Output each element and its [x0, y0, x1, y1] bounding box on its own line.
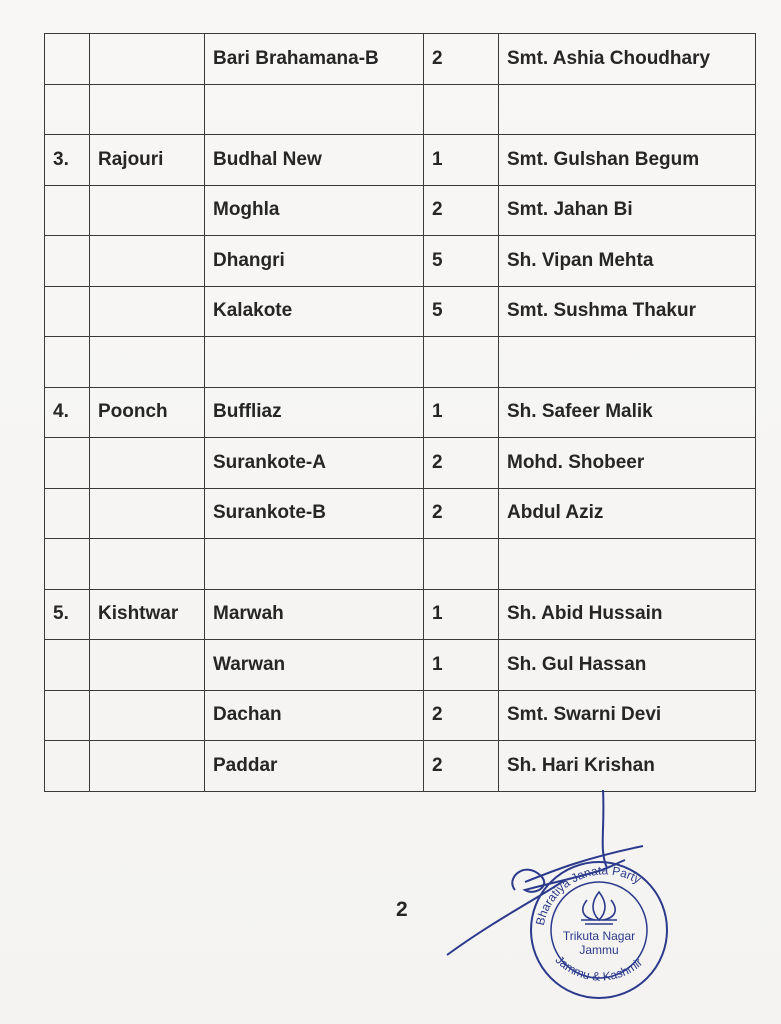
- serial-cell: 5.: [45, 589, 90, 640]
- table-row: [45, 84, 756, 135]
- table-row: [45, 690, 756, 741]
- count-cell: [424, 84, 499, 135]
- constituency-cell: Paddar: [205, 741, 424, 792]
- name-cell: [499, 84, 756, 135]
- count-cell: 1: [424, 387, 499, 438]
- seal-line-1: Trikuta Nagar: [562, 929, 636, 943]
- constituency-cell: Surankote-A: [205, 438, 424, 489]
- count-cell: 5: [424, 286, 499, 337]
- table-row: [45, 236, 756, 287]
- name-cell: Smt. Gulshan Begum: [499, 135, 756, 186]
- district-cell: [90, 286, 205, 337]
- constituency-table: [44, 33, 756, 792]
- constituency-cell: Moghla: [205, 185, 424, 236]
- constituency-cell: Kalakote: [205, 286, 424, 337]
- constituency-cell: [205, 84, 424, 135]
- serial-cell: 4.: [45, 387, 90, 438]
- name-cell: Abdul Aziz: [499, 488, 756, 539]
- count-cell: 2: [424, 690, 499, 741]
- serial-cell: [45, 236, 90, 287]
- serial-cell: [45, 640, 90, 691]
- constituency-cell: Buffliaz: [205, 387, 424, 438]
- name-cell: Smt. Swarni Devi: [499, 690, 756, 741]
- name-cell: Mohd. Shobeer: [499, 438, 756, 489]
- count-cell: [424, 337, 499, 388]
- table-row: [45, 488, 756, 539]
- page-number: 2: [396, 898, 408, 921]
- count-cell: 1: [424, 589, 499, 640]
- count-cell: 2: [424, 488, 499, 539]
- name-cell: [499, 539, 756, 590]
- count-cell: 2: [424, 34, 499, 85]
- table-row: [45, 34, 756, 85]
- serial-cell: 3.: [45, 135, 90, 186]
- serial-cell: [45, 438, 90, 489]
- name-cell: Smt. Sushma Thakur: [499, 286, 756, 337]
- district-cell: Rajouri: [90, 135, 205, 186]
- table-row: [45, 539, 756, 590]
- serial-cell: [45, 84, 90, 135]
- serial-cell: [45, 34, 90, 85]
- district-cell: [90, 84, 205, 135]
- name-cell: Sh. Abid Hussain: [499, 589, 756, 640]
- name-cell: Sh. Hari Krishan: [499, 741, 756, 792]
- serial-cell: [45, 690, 90, 741]
- count-cell: [424, 539, 499, 590]
- table-row: [45, 741, 756, 792]
- seal-arc-bottom-text: Jammu & Kashmir: [552, 952, 646, 984]
- count-cell: 1: [424, 135, 499, 186]
- seal-arc-top-text: Bharatiya Janata Party: [532, 863, 644, 927]
- seal-line-2: Jammu: [579, 943, 619, 957]
- count-cell: 5: [424, 236, 499, 287]
- district-cell: [90, 185, 205, 236]
- table-row: [45, 589, 756, 640]
- table-row: [45, 286, 756, 337]
- serial-cell: [45, 286, 90, 337]
- name-cell: Sh. Safeer Malik: [499, 387, 756, 438]
- name-cell: Smt. Ashia Choudhary: [499, 34, 756, 85]
- name-cell: [499, 337, 756, 388]
- constituency-cell: Dachan: [205, 690, 424, 741]
- name-cell: Smt. Jahan Bi: [499, 185, 756, 236]
- district-cell: [90, 539, 205, 590]
- name-cell: Sh. Gul Hassan: [499, 640, 756, 691]
- serial-cell: [45, 539, 90, 590]
- table-row: [45, 337, 756, 388]
- district-cell: [90, 488, 205, 539]
- constituency-cell: Dhangri: [205, 236, 424, 287]
- serial-cell: [45, 741, 90, 792]
- serial-cell: [45, 337, 90, 388]
- table-row: [45, 185, 756, 236]
- serial-cell: [45, 488, 90, 539]
- constituency-cell: Budhal New: [205, 135, 424, 186]
- constituency-cell: [205, 539, 424, 590]
- table-row: [45, 640, 756, 691]
- district-cell: [90, 690, 205, 741]
- district-cell: [90, 438, 205, 489]
- constituency-cell: Marwah: [205, 589, 424, 640]
- constituency-cell: [205, 337, 424, 388]
- constituency-cell: Bari Brahamana-B: [205, 34, 424, 85]
- district-cell: [90, 337, 205, 388]
- count-cell: 2: [424, 741, 499, 792]
- district-cell: [90, 34, 205, 85]
- count-cell: 2: [424, 438, 499, 489]
- district-cell: [90, 236, 205, 287]
- constituency-cell: Warwan: [205, 640, 424, 691]
- district-cell: [90, 640, 205, 691]
- district-cell: Poonch: [90, 387, 205, 438]
- serial-cell: [45, 185, 90, 236]
- table-row: [45, 135, 756, 186]
- table-row: [45, 387, 756, 438]
- count-cell: 2: [424, 185, 499, 236]
- constituency-cell: Surankote-B: [205, 488, 424, 539]
- table-row: [45, 438, 756, 489]
- district-cell: [90, 741, 205, 792]
- lotus-icon: [581, 892, 617, 924]
- count-cell: 1: [424, 640, 499, 691]
- party-seal-stamp: [495, 820, 695, 1000]
- name-cell: Sh. Vipan Mehta: [499, 236, 756, 287]
- district-cell: Kishtwar: [90, 589, 205, 640]
